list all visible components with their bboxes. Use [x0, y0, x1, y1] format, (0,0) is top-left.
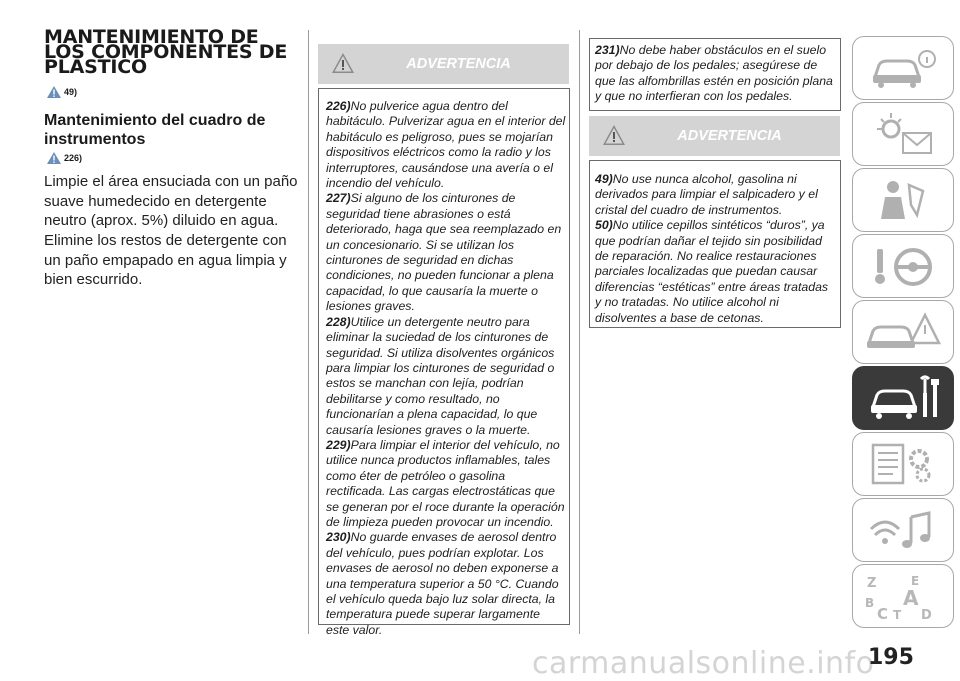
- nav-tab-emergency[interactable]: [852, 300, 954, 364]
- index-letter: C: [877, 605, 889, 623]
- nav-tab-warning-lights[interactable]: [852, 102, 954, 166]
- column-divider: [308, 30, 309, 634]
- index-letter: D: [921, 608, 932, 623]
- warning-text: [595, 172, 835, 326]
- multimedia-icon: [863, 505, 943, 555]
- section-title: MANTENIMIENTO DE LOS COMPONENTES DE PLÁSTICO: [44, 26, 288, 78]
- nav-tab-safety[interactable]: [852, 168, 954, 232]
- warning-item: 226)No pulverice agua dentro del habitáculo. Pulverizar agua en el interior del habitáculo es peligroso, pues se mojarían dispositivos eléctricos como la radio y los interruptores, causándose una avería o el incendio del vehículo.: [326, 99, 566, 191]
- warning-header: [589, 116, 840, 156]
- warning-item: 50)No utilice cepillos sintéticos “duros”, ya que podrían dañar el tejido sin posibilidad de reparación. No realice restauraciones parciales localizadas que puedan causar diferencias “estéticas” entre áreas tratadas y no tratadas. No utilice alcohol ni disolventes a base de cetonas.: [595, 218, 829, 325]
- index-letter: A: [903, 586, 919, 610]
- subsection-title: Mantenimiento del cuadro de instrumentos: [44, 112, 266, 148]
- warning-item: 227)Si alguno de los cinturones de seguridad tiene abrasiones o está deteriorado, haga que sea reemplazado en un concesionario. Si se utilizan los cinturones de seguridad en dichas condiciones, no pueden funcionar a plena capacidad, lo que causaría la muerte o lesiones graves.: [326, 191, 562, 314]
- nav-tab-technical-data[interactable]: [852, 432, 954, 496]
- warning-item: 230)No guarde envases de aerosol dentro del vehículo, pues podrían explotar. Los envases de aerosol no deben exponerse a una temperatura superior a 50 °C. Cuando el vehículo queda bajo luz solar directa, la temperatura puede superar largamente este valor.: [326, 530, 559, 637]
- warning-item: 49)No use nunca alcohol, gasolina ni derivados para limpiar el salpicadero y el cristal del cuadro de instrumentos.: [595, 172, 818, 217]
- column-divider: [579, 30, 580, 634]
- technical-data-icon: [863, 439, 943, 489]
- warning-item: 229)Para limpiar el interior del vehículo, no utilice nunca productos inflamables, tales como éter de petróleo o gasolina rectificada. Las cargas electrostáticas que se generan por el roce durante la operación de limpieza pueden provocar un incendio.: [326, 437, 565, 529]
- emergency-icon: [863, 307, 943, 357]
- watermark: carmanualsonline.info: [532, 646, 875, 681]
- warning-heading: ADVERTENCIA: [677, 128, 782, 144]
- page-number: 195: [868, 645, 914, 670]
- nav-tab-car-info[interactable]: [852, 36, 954, 100]
- warning-item: 228)Utilice un detergente neutro para eliminar la suciedad de los cinturones de seguridad. Si utiliza disolventes orgánicos para limpiar los cinturones de seguridad o estos se manchan con lejía, podrían debilitarse y como resultado, no funcionarían a plena capacidad, lo que causaría lesiones graves o la muerte.: [326, 314, 555, 437]
- warning-triangle-icon: [47, 152, 61, 164]
- warning-ref-number: 226): [64, 153, 83, 163]
- index-letter: B: [865, 596, 875, 610]
- maintenance-icon: [863, 373, 943, 423]
- index-letter: T: [893, 608, 902, 622]
- nav-tab-multimedia[interactable]: [852, 498, 954, 562]
- car-info-icon: [863, 43, 943, 93]
- index-letter: E: [911, 574, 920, 588]
- warning-triangle-icon: [603, 125, 625, 145]
- warning-ref: [47, 152, 82, 164]
- paragraph: Limpie el área ensuciada con un paño suave humedecido en detergente neutro (aprox. 5%) diluido en agua.: [44, 173, 298, 229]
- nav-tab-index[interactable]: [852, 564, 954, 628]
- index-letter: Z: [867, 576, 877, 591]
- steering-icon: [863, 241, 943, 291]
- nav-tab-maintenance[interactable]: [852, 366, 954, 430]
- warning-header: [318, 44, 569, 84]
- warning-heading: ADVERTENCIA: [406, 56, 511, 72]
- nav-tab-starting-driving[interactable]: [852, 234, 954, 298]
- safety-icon: [863, 175, 943, 225]
- warning-ref-number: 49): [64, 87, 78, 97]
- warning-item: 231)No debe haber obstáculos en el suelo por debajo de los pedales; asegúrese de que las alfombrillas estén en posición plana y que no interfieran con los pedales.: [595, 43, 833, 104]
- warning-text: [595, 43, 837, 105]
- warning-lights-icon: [863, 109, 943, 159]
- paragraph: Elimine los restos de detergente con un paño empapado en agua limpia y bien escurrido.: [44, 232, 287, 288]
- warning-ref: [47, 86, 77, 98]
- warning-triangle-icon: [47, 86, 61, 98]
- warning-triangle-icon: [332, 53, 354, 73]
- warning-text: [326, 99, 566, 638]
- index-icon: [863, 571, 943, 623]
